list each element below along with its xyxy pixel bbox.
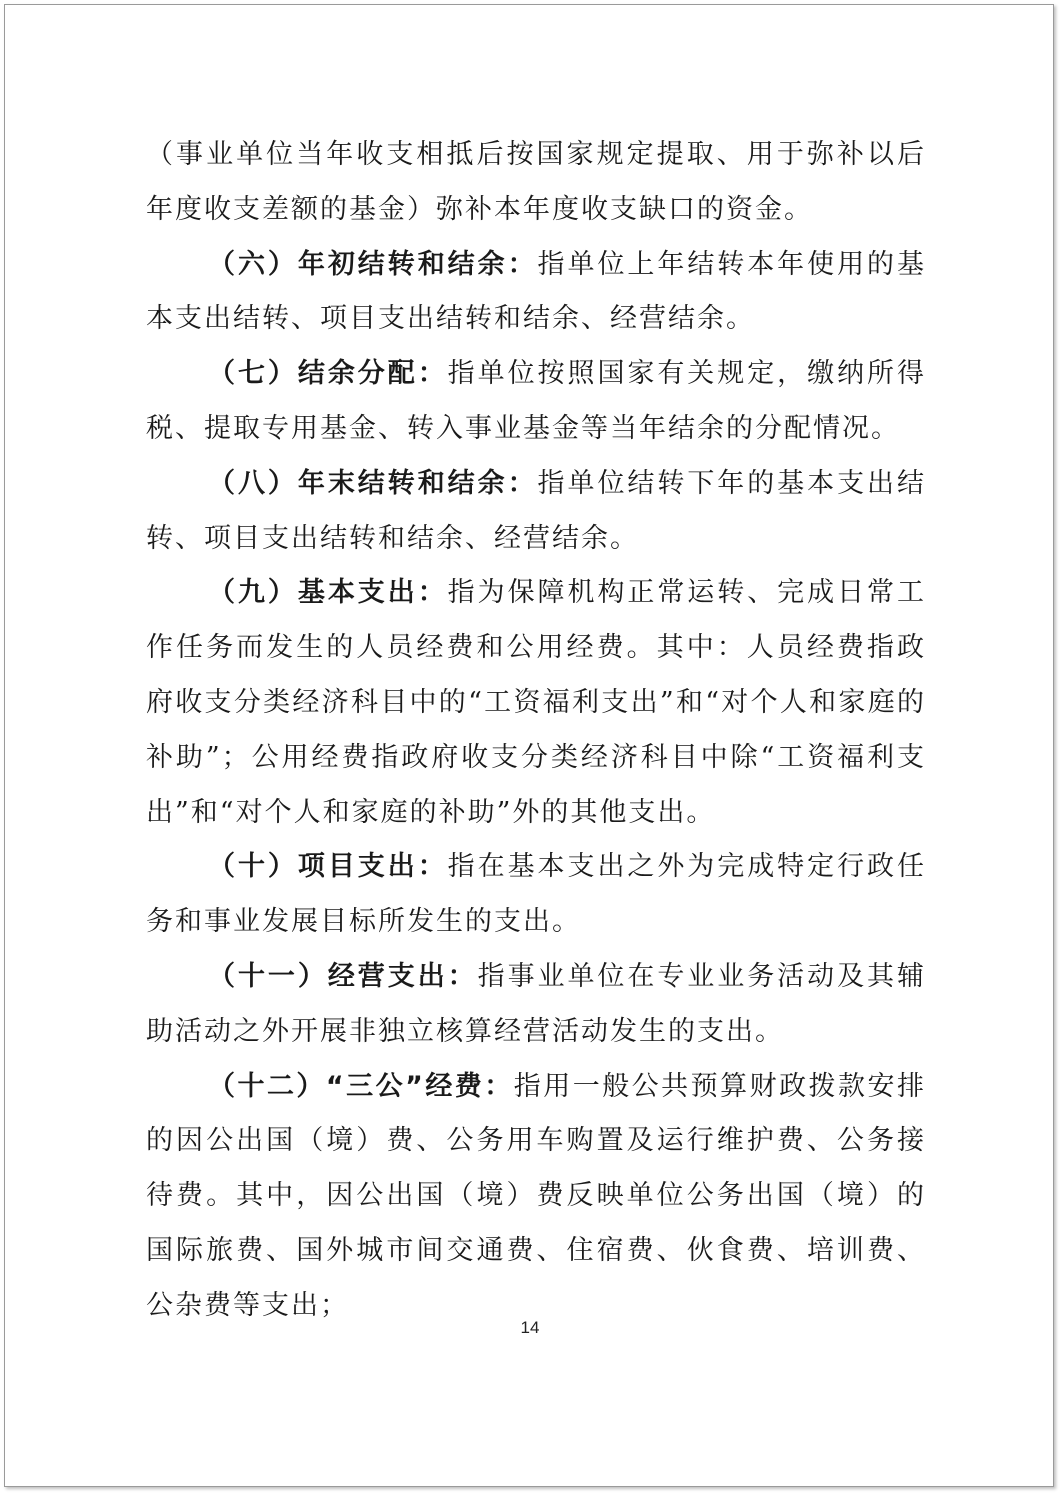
paragraph-text: 指单位结转下年的基本支出结转、项目支出结转和结余、经营结余。 — [146, 467, 927, 554]
term-heading: （十）项目支出： — [208, 851, 448, 883]
page-number: 14 — [520, 1318, 540, 1337]
paragraph-surplus-distribution — [146, 347, 926, 457]
paragraph-continuation — [146, 128, 926, 238]
paragraph-basic-expenditure — [146, 566, 926, 840]
paragraph-carryover-closing — [146, 457, 926, 567]
paragraph-carryover-opening — [146, 238, 926, 348]
paragraph-text: 指事业单位在专业业务活动及其辅助活动之外开展非独立核算经营活动发生的支出。 — [146, 960, 927, 1047]
paragraph-text: 指在基本支出之外为完成特定行政任务和事业发展目标所发生的支出。 — [146, 851, 927, 938]
document-body — [146, 128, 926, 1334]
paragraph-project-expenditure — [146, 840, 926, 950]
term-heading: （十一）经营支出： — [208, 960, 478, 992]
term-heading: （六）年初结转和结余： — [208, 248, 538, 280]
paragraph-text: 指用一般公共预算财政拨款安排的因公出国（境）费、公务用车购置及运行维护费、公务接待费。其中，因公出国（境）费反映单位公务出国（境）的国际旅费、国外城市间交通费、住宿费、伙食费、培训费、公杂费等支出； — [146, 1070, 926, 1321]
term-heading: （八）年末结转和结余： — [208, 467, 538, 499]
paragraph-text: 指单位上年结转本年使用的基本支出结转、项目支出结转和结余、经营结余。 — [146, 248, 927, 335]
paragraph-text: 指为保障机构正常运转、完成日常工作任务而发生的人员经费和公用经费。其中：人员经费指政府收支分类经济科目中的“工资福利支出”和“对个人和家庭的补助”；公用经费指政府收支分类经济科目中除“工资福利支出”和“对个人和家庭的补助”外的其他支出。 — [146, 577, 927, 828]
paragraph-text: （事业单位当年收支相抵后按国家规定提取、用于弥补以后年度收支差额的基金）弥补本年度收支缺口的资金。 — [146, 139, 926, 225]
paragraph-text: 指单位按照国家有关规定，缴纳所得税、提取专用基金、转入事业基金等当年结余的分配情况。 — [146, 358, 927, 444]
term-heading: （七）结余分配： — [208, 358, 448, 390]
paragraph-operating-expenditure — [146, 950, 926, 1060]
term-heading: （九）基本支出： — [208, 577, 448, 609]
term-heading: （十二）“三公”经费： — [208, 1070, 514, 1102]
paragraph-three-public-expenses — [146, 1060, 926, 1334]
